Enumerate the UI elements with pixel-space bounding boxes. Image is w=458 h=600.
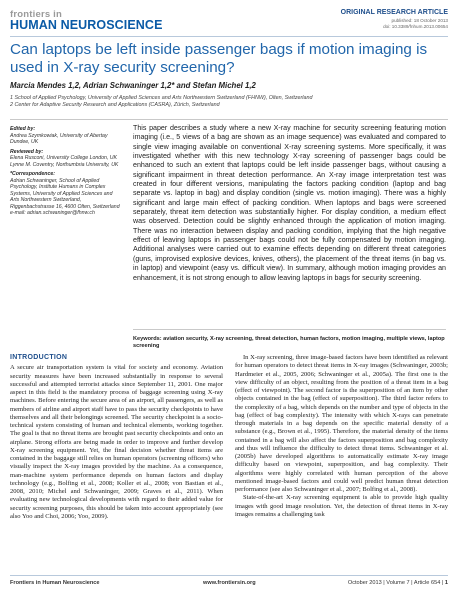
paragraph: State-of-the-art X-ray screening equipment is able to provide high quality images with good image resolution. Yet, the detection of threat items in X-ray images remains a challenging task: [235, 494, 448, 518]
footer-issue-info: October 2013 | Volume 7 | Article 654 |: [347, 580, 444, 586]
affiliation-2: 2 Center for Adaptive Security Research and Applications (CASRA), Zürich, Switzerland: [10, 102, 220, 108]
footer-issue: [348, 580, 448, 586]
reviewed-by-label: Reviewed by:: [10, 148, 44, 155]
abstract: This paper describes a study where a new X-ray machine for security screening featuring motion imaging (i.e., 5 views of a bag are shown as an image sequence) was evaluated and compared to single view imaging available on conventional X-ray screening systems. More specifically, it was investigated whether with this new technology X-ray screening of passenger bags could be enhanced to such an extent that laptops could be left inside passenger bags, without causing a significant impairment in threat detection performance. An X-ray image interpretation test was created in four different versions, manipulating the factors packing condition (laptop and bag separate vs. laptop in bag) and display condition (single vs. motion imaging). There was a highly significant and large main effect of packing condition. When laptops and bags were screened separately, threat item detection was substantially higher. For display condition, a medium effect was observed. Detection could be slightly enhanced through the application of motion imaging. There was no interaction between display and packing condition, implying that the high negative effect of leaving laptops in passenger bags could not be fully compensated by motion imaging. Additional analyses were carried out to examine effects depending on different threat categories (guns, improvised explosive devices, knives, others), the placement of the threat items (in bag vs. in laptop) and viewpoint (easy vs. difficult view). In summary, although motion imaging provides an enhancement, it is not strong enough to allow leaving laptops in bags for security screening.: [133, 124, 446, 282]
article-type: ORIGINAL RESEARCH ARTICLE: [340, 9, 448, 16]
journal-name-prefix: frontiers in: [10, 9, 63, 20]
paragraph: A secure air transportation system is vital for society and economy. Aviation security measures have been increased substantially in response to several successful and attempted terrorist attacks since September 11, 2001. One major aspect in this field is the mandatory process of baggage screening using X-ray machines. Before entering the secure area of an airport, all passengers, as well as members of airline and airport staff have to pass the security checkpoints to have themselves and all their belongings screened. The security checkpoint is a socio-technical system consisting of human and technical elements, working together. The goal is that no threat items are brought past security checkpoints and onto an airplane. Strong efforts are being made in order to improve and further develop X-ray screening equipment. Yet, the final decision whether threat items are contained in the baggage still relies on human operators (screening officers) who visually inspect the X-ray images provided by the machine. As a consequence, man-machine system performance depends on human factors and display technology (e.g., Bolfing et al., 2008; Koller et al., 2008; von Bastian et al., 2008, 2010; Michel and Schwaninger, 2009; Graves et al., 2011). When evaluating new technological developments with regard to their added value for security screening purposes, this should be taken into account appropriately (see also Yoo and Choi, 2006; Yoo, 2009).: [10, 364, 223, 520]
footer-url[interactable]: www.frontiersin.org: [203, 580, 256, 586]
correspondence: Adrian Schwaninger, School of Applied Psychology, Institute Humans in Complex Systems, University of Applied Sciences and Arts Northwestern Switzerland, Riggenbachstrasse 16, 4600 Olten, Switzerland e-mail: adrian.schwaninger@fhnw.ch: [10, 177, 120, 216]
publication-info: [383, 18, 448, 29]
editorial-sidebar: [10, 124, 122, 220]
keywords-divider: [133, 329, 446, 330]
journal-name: HUMAN NEUROSCIENCE: [10, 18, 163, 32]
article-title: Can laptops be left inside passenger bags if motion imaging is used in X-ray security screening?: [10, 41, 428, 76]
paragraph: In X-ray screening, three image-based factors have been identified as relevant for human operators to detect threat items in X-ray images (Schwaninger, 2003b; Hardmeier et al., 2005, 2006; Schwaninger et al., 2005a). The first one is the view difficulty of an object, resulting from the position of a threat item in a bag (effect of viewpoint). The second factor is the superposition of an item by other objects contained in the bag (effect of superposition). The third factor refers to the complexity of a bag, which depends on the number and type of objects in the bag (effect of bag complexity). The intensity with which X-rays can penetrate through materials in a bag depends on the specific material density of a substance (e.g., Brown et al., 1995). Therefore, the material density of the items contained in a bag will also affect the factors superposition and bag complexity and thus will influence the difficulty to detect threat items. Schwaninger et al. (2005b) have developed algorithms to automatically estimate X-ray image difficulty based on viewpoint, superposition, and bag complexity. Their algorithms were highly correlated with human perception of the above mentioned image-based factors and could well predict human threat detection performance (see also Schwaninger et al., 2007; Bolfing et al., 2008).: [235, 354, 448, 493]
page-number: 1: [444, 580, 448, 586]
footer-divider: [10, 575, 448, 576]
keywords-block: [133, 336, 446, 350]
edited-by: Andrea Szymkowiak, University of Abertay Dundee, UK: [10, 132, 108, 145]
footer-journal: Frontiers in Human Neuroscience: [10, 580, 100, 586]
author-names: Marcia Mendes 1,2, Adrian Schwaninger 1,2* and Stefan Michel 1,2: [10, 81, 256, 90]
affiliations: [10, 95, 313, 109]
published-date: published: 18 October 2013: [391, 18, 448, 23]
journal-header: [10, 9, 448, 39]
keywords-list: aviation security, X-ray screening, threat detection, human factors, motion imaging, multiple views, laptop screening: [133, 336, 445, 349]
header-divider: [10, 36, 448, 37]
author-list: [10, 81, 256, 90]
body-column-left: [10, 354, 223, 521]
correspondence-label: *Correspondence:: [10, 171, 55, 177]
doi[interactable]: doi: 10.3389/fnhum.2013.00654: [383, 23, 448, 29]
affiliation-1: 1 School of Applied Psychology, University of Applied Sciences and Arts Northwestern Switzerland (FHNW), Olten, Switzerland: [10, 95, 313, 101]
body-column-right: [235, 354, 448, 519]
affiliation-divider: [10, 119, 448, 120]
section-heading-introduction: INTRODUCTION: [10, 354, 68, 361]
keywords-label: Keywords:: [133, 336, 162, 342]
edited-by-label: Edited by:: [10, 126, 36, 132]
reviewed-by: Elena Rusconi, University College London, UK Lynne M. Coventry, Northumbria University, UK: [10, 155, 119, 168]
